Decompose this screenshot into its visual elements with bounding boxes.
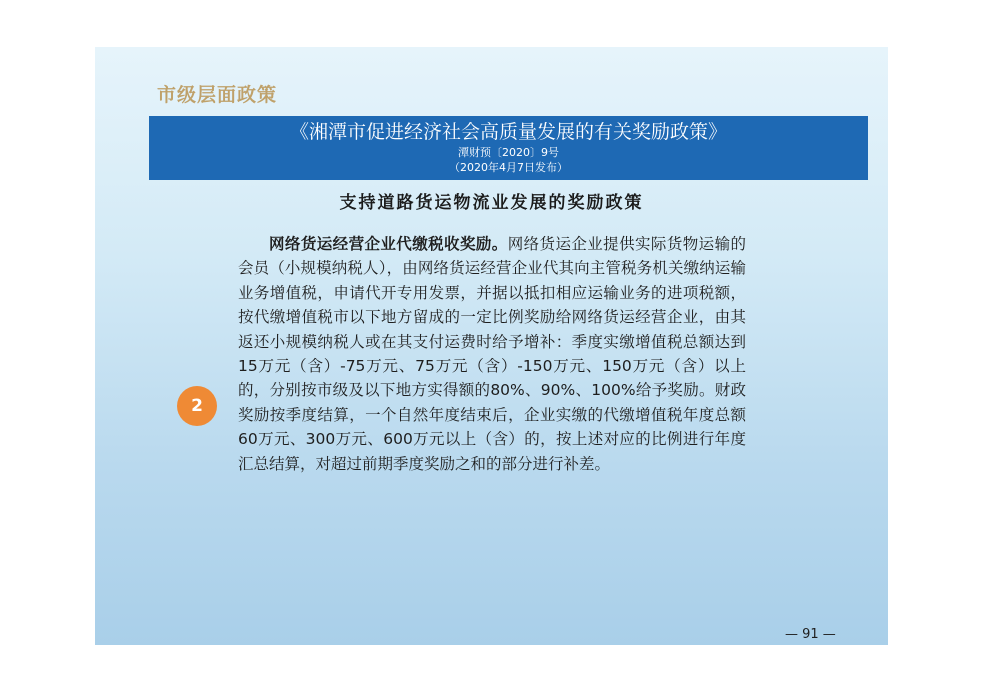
- policy-text: 网络货运企业提供实际货物运输的会员（小规模纳税人），由网络货运经营企业代其向主管税务机关缴纳运输业务增值税，申请代开专用发票，并据以抵扣相应运输业务的进项税额，按代缴增值税市以下地方留成的一定比例奖励给网络货运经营企业，由其返还小规模纳税人或在其支付运费时给予增补：季度实缴增值税总额达到15万元（含）-75万元、75万元（含）-150万元、150万元（含）以上的，分别按市级及以下地方实得额的80%、90%、100%给予奖励。财政奖励按季度结算，一个自然年度结束后，企业实缴的代缴增值税年度总额60万元、300万元、600万元以上（含）的，按上述对应的比例进行年度汇总结算，对超过前期季度奖励之和的部分进行补差。: [238, 235, 746, 473]
- policy-banner: [149, 116, 868, 180]
- publish-date: （2020年4月7日发布）: [449, 161, 568, 174]
- item-number-badge: 2: [177, 386, 217, 426]
- policy-title: 《湘潭市促进经济社会高质量发展的有关奖励政策》: [289, 121, 727, 143]
- section-label: 市级层面政策: [157, 84, 278, 106]
- document-page: [95, 47, 888, 645]
- document-number: 潭财预〔2020〕9号: [458, 146, 559, 159]
- policy-lead: 网络货运经营企业代缴税收奖励。: [269, 235, 508, 253]
- page-number: — 91 —: [785, 627, 836, 642]
- policy-body: [238, 232, 746, 476]
- policy-subheading: 支持道路货运物流业发展的奖励政策: [339, 193, 644, 213]
